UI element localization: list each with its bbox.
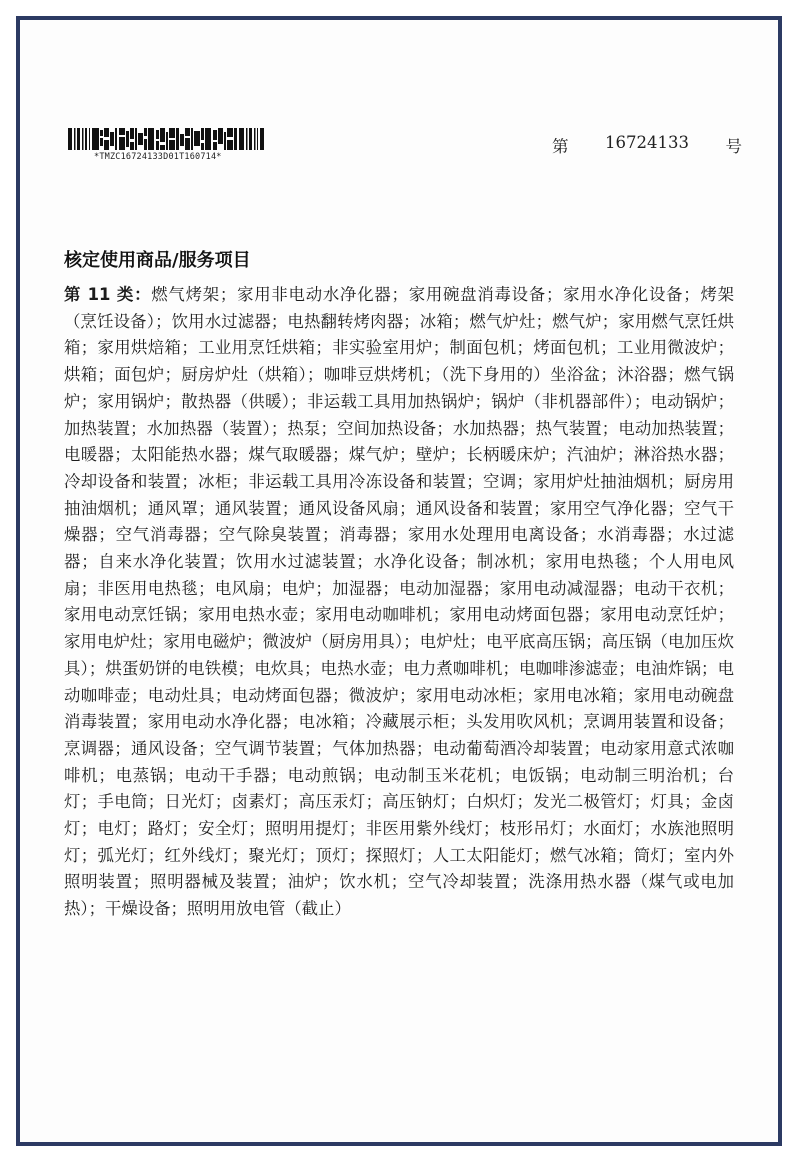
section-title: 核定使用商品/服务项目 <box>64 250 251 271</box>
goods-class-label: 第 11 类： <box>64 285 152 304</box>
registration-suffix: 号 <box>725 137 742 156</box>
barcode-code-text: *TMZC16724133D01T160714* <box>94 152 222 162</box>
goods-list <box>64 282 734 923</box>
registration-number-line <box>552 133 742 157</box>
barcode <box>68 128 268 162</box>
goods-items-text: 燃气烤架；家用非电动水净化器；家用碗盘消毒设备；家用水净化设备；烤架（烹饪设备）；饮用水过滤器；电热翻转烤肉器；冰箱；燃气炉灶；燃气炉；家用燃气烹饪烘箱；家用烘焙箱；工业用烹饪烘箱；非实验室用炉；制面包机；烤面包机；工业用微波炉；烘箱；面包炉；厨房炉灶（烘箱）；咖啡豆烘烤机；（洗下身用的）坐浴盆；沐浴器；燃气锅炉；家用锅炉；散热器（供暖）；非运载工具用加热锅炉；锅炉（非机器部件）；电动锅炉；加热装置；水加热器（装置）；热泵；空间加热设备；水加热器；热气装置；电动加热装置；电暖器；太阳能热水器；煤气取暖器；煤气炉；壁炉；长柄暖床炉；汽油炉；淋浴热水器；冷却设备和装置；冰柜；非运载工具用冷冻设备和装置；空调；家用炉灶抽油烟机；厨房用抽油烟机；通风罩；通风装置；通风设备风扇；通风设备和装置；家用空气净化器；空气干燥器；空气消毒器；空气除臭装置；消毒器；家用水处理用电离设备；水消毒器；水过滤器；自来水净化装置；饮用水过滤装置；水净化设备；制冰机；家用电热毯；个人用电风扇；非医用电热毯；电风扇；电炉；加湿器；电动加湿器；家用电动减湿器；电动干衣机；家用电动烹饪锅；家用电热水壶；家用电动咖啡机；家用电动烤面包器；家用电动烹饪炉；家用电炉灶；家用电磁炉；微波炉（厨房用具）；电炉灶；电平底高压锅；高压锅（电加压炊具）；烘蛋奶饼的电铁模；电炊具；电热水壶；电力煮咖啡机；电咖啡渗滤壶；电油炸锅；电动咖啡壶；电动灶具；电动烤面包器；微波炉；家用电动冰柜；家用电冰箱；家用电动碗盘消毒装置；家用电动水净化器；电冰箱；冷藏展示柜；头发用吹风机；烹调用装置和设备；烹调器；通风设备；空气调节装置；气体加热器；电动葡萄酒冷却装置；电动家用意式浓咖啡机；电蒸锅；电动干手器；电动煎锅；电动制玉米花机；电饭锅；电动制三明治机；台灯；手电筒；日光灯；卤素灯；高压汞灯；高压钠灯；白炽灯；发光二极管灯；灯具；金卤灯；电灯；路灯；安全灯；照明用提灯；非医用紫外线灯；枝形吊灯；水面灯；水族池照明灯；弧光灯；红外线灯；聚光灯；顶灯；探照灯；人工太阳能灯；燃气冰箱；筒灯；室内外照明装置；照明器械及装置；油炉；饮水机；空气冷却装置；洗涤用热水器（煤气或电加热）；干燥设备；照明用放电管（截止） <box>64 285 735 919</box>
barcode-icon <box>68 128 264 150</box>
registration-number: 16724133 <box>605 133 689 152</box>
registration-prefix: 第 <box>552 137 569 156</box>
